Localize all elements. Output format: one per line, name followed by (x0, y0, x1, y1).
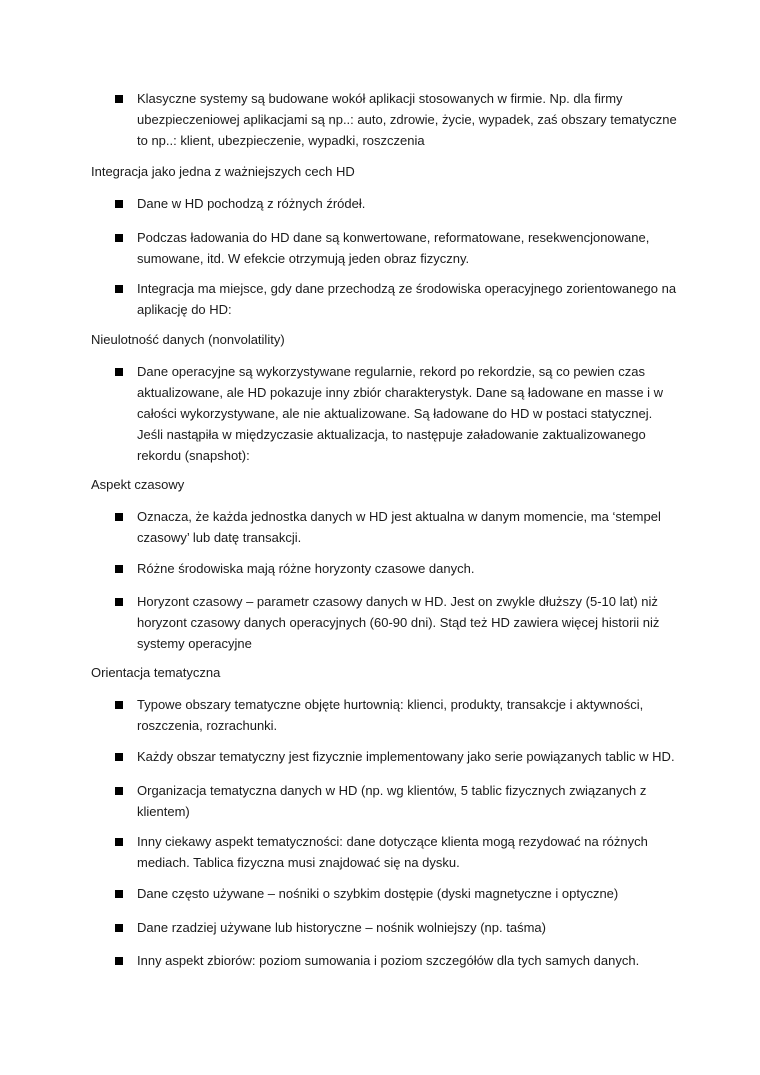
bullet-text: Horyzont czasowy – parametr czasowy danych w HD. Jest on zwykle dłuższy (5-10 lat) niż horyzont czasowy danych operacyjnych (60-90 dni). Stąd też HD zawiera więcej historii niż systemy operacyjne (137, 594, 660, 651)
section-heading: Aspekt czasowy (91, 477, 185, 492)
bullet-text: Klasyczne systemy są budowane wokół aplikacji stosowanych w firmie. Np. dla firmy ubezpieczeniowej aplikacjami są np..: auto, zdrowie, życie, wypadek, zaś obszary tematyczne to np..: klient, ubezpieczenie, wypadki, roszczenia (137, 91, 677, 148)
bullet-text: Dane rzadziej używane lub historyczne – nośnik wolniejszy (np. taśma) (137, 920, 546, 935)
bullet-text: Integracja ma miejsce, gdy dane przechodzą ze środowiska operacyjnego zorientowanego na aplikację do HD: (137, 281, 677, 317)
section-heading: Orientacja tematyczna (91, 665, 221, 680)
bullet-marker (115, 957, 123, 965)
bullet-text: Dane w HD pochodzą z różnych źródeł. (137, 196, 366, 211)
section-heading: Nieulotność danych (nonvolatility) (91, 332, 285, 347)
bullet-text: Oznacza, że każda jednostka danych w HD jest aktualna w danym momencie, ma ‘stempel czasowy’ lub datę transakcji. (137, 509, 661, 545)
bullet-text: Różne środowiska mają różne horyzonty czasowe danych. (137, 561, 475, 576)
bullet-marker (115, 890, 123, 898)
section-heading: Integracja jako jedna z ważniejszych cech HD (91, 164, 355, 179)
bullet-text: Podczas ładowania do HD dane są konwertowane, reformatowane, resekwencjonowane, sumowane, itd. W efekcie otrzymują jeden obraz fizyczny. (137, 230, 650, 266)
bullet-text: Inny aspekt zbiorów: poziom sumowania i poziom szczegółów dla tych samych danych. (137, 953, 640, 968)
bullet-marker (115, 200, 123, 208)
bullet-marker (115, 513, 123, 521)
bullet-marker (115, 368, 123, 376)
bullet-text: Typowe obszary tematyczne objęte hurtownią: klienci, produkty, transakcje i aktywności, roszczenia, rozrachunki. (137, 697, 644, 733)
bullet-marker (115, 234, 123, 242)
bullet-marker (115, 95, 123, 103)
bullet-text: Organizacja tematyczna danych w HD (np. wg klientów, 5 tablic fizycznych związanych z klientem) (137, 783, 647, 819)
bullet-marker (115, 753, 123, 761)
bullet-marker (115, 787, 123, 795)
bullet-marker (115, 924, 123, 932)
bullet-text: Dane często używane – nośniki o szybkim dostępie (dyski magnetyczne i optyczne) (137, 886, 619, 901)
bullet-text: Każdy obszar tematyczny jest fizycznie implementowany jako serie powiązanych tablic w HD. (137, 749, 675, 764)
bullet-marker (115, 598, 123, 606)
bullet-marker (115, 838, 123, 846)
bullet-text: Dane operacyjne są wykorzystywane regularnie, rekord po rekordzie, są co pewien czas aktualizowane, ale HD pokazuje inny zbiór charakterystyk. Dane są ładowane en masse i w całości wykorzystywane, ale nie aktualizowane. Są ładowane do HD w postaci statycznej. Jeśli nastąpiła w międzyczasie aktualizacja, to następuje załadowanie zaktualizowanego rekordu (snapshot): (137, 364, 664, 463)
bullet-text: Inny ciekawy aspekt tematyczności: dane dotyczące klienta mogą rezydować na różnych mediach. Tablica fizyczna musi znajdować się na dysku. (137, 834, 648, 870)
bullet-marker (115, 701, 123, 709)
bullet-marker (115, 285, 123, 293)
bullet-marker (115, 565, 123, 573)
